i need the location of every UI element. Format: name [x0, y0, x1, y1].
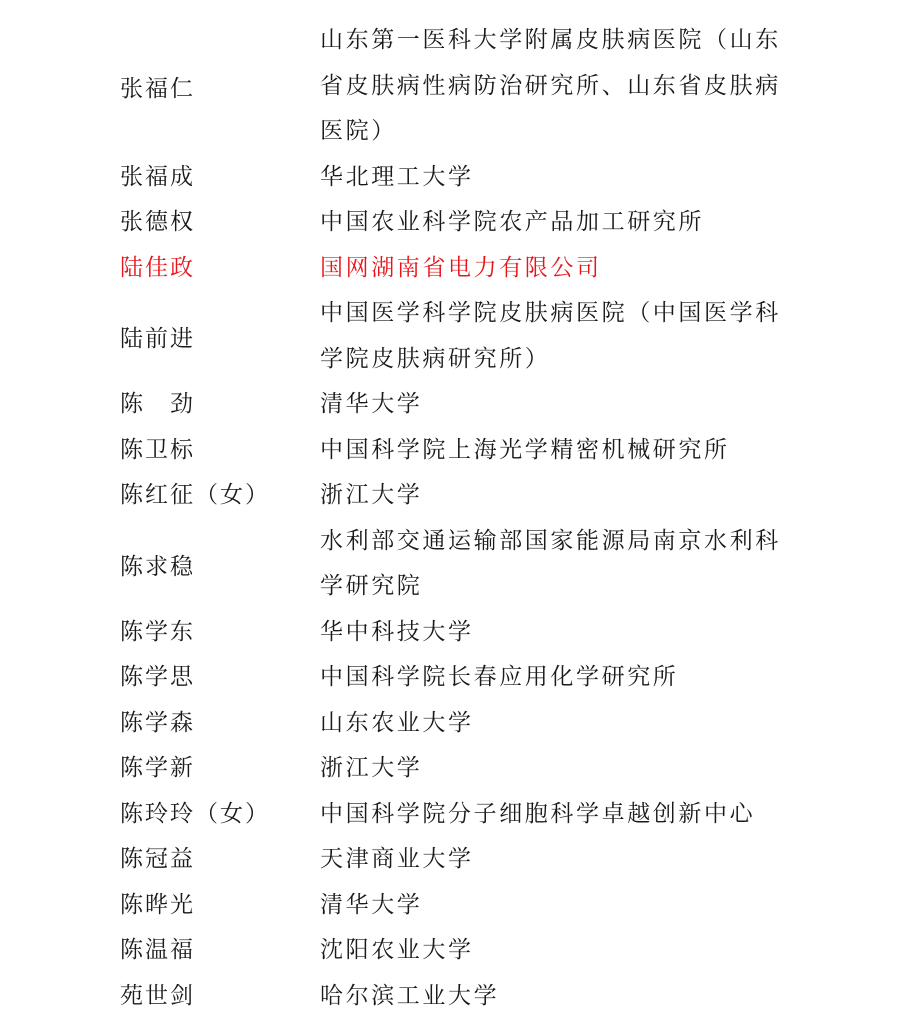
- member-name: 张福仁: [0, 70, 320, 103]
- member-organization: 沈阳农业大学: [320, 928, 800, 974]
- member-name: 陈温福: [0, 928, 320, 974]
- member-name: 陈红征（女）: [0, 473, 320, 519]
- list-item: [0, 473, 900, 519]
- member-name: 苑世剑: [0, 974, 320, 1019]
- list-item: [0, 291, 900, 382]
- list-item: [0, 883, 900, 929]
- member-organization: 中国农业科学院农产品加工研究所: [320, 200, 800, 246]
- member-organization: 中国科学院上海光学精密机械研究所: [320, 428, 800, 474]
- member-organization: 国网湖南省电力有限公司: [320, 246, 800, 292]
- member-organization: 水利部交通运输部国家能源局南京水利科学研究院: [320, 519, 800, 610]
- member-organization: 华中科技大学: [320, 610, 800, 656]
- member-organization: 清华大学: [320, 382, 800, 428]
- member-organization: 天津商业大学: [320, 837, 800, 883]
- list-item: [0, 428, 900, 474]
- list-item: [0, 701, 900, 747]
- member-name: 陆佳政: [0, 246, 320, 292]
- member-organization: 清华大学: [320, 883, 800, 929]
- member-list: [0, 18, 900, 1019]
- member-organization: 哈尔滨工业大学: [320, 974, 800, 1019]
- list-item: [0, 837, 900, 883]
- member-name: 陈学思: [0, 655, 320, 701]
- member-name: 陈玲玲（女）: [0, 792, 320, 838]
- member-name: 张德权: [0, 200, 320, 246]
- member-organization: 中国科学院分子细胞科学卓越创新中心: [320, 792, 800, 838]
- member-organization: 华北理工大学: [320, 155, 800, 201]
- member-name: 陈求稳: [0, 548, 320, 581]
- list-item: [0, 18, 900, 155]
- member-organization: 中国科学院长春应用化学研究所: [320, 655, 800, 701]
- list-item: [0, 200, 900, 246]
- member-name: 张福成: [0, 155, 320, 201]
- member-name: 陈 劲: [0, 382, 320, 428]
- member-organization: 山东第一医科大学附属皮肤病医院（山东省皮肤病性病防治研究所、山东省皮肤病医院）: [320, 18, 800, 155]
- member-name: 陈学森: [0, 701, 320, 747]
- member-organization: 山东农业大学: [320, 701, 800, 747]
- list-item: [0, 792, 900, 838]
- list-item: [0, 746, 900, 792]
- member-name: 陈晔光: [0, 883, 320, 929]
- list-item: [0, 928, 900, 974]
- member-name: 陈学新: [0, 746, 320, 792]
- member-organization: 浙江大学: [320, 746, 800, 792]
- member-name: 陈卫标: [0, 428, 320, 474]
- list-item: [0, 155, 900, 201]
- list-item-highlighted: [0, 246, 900, 292]
- list-item: [0, 382, 900, 428]
- member-name: 陆前进: [0, 320, 320, 353]
- list-item: [0, 519, 900, 610]
- member-name: 陈学东: [0, 610, 320, 656]
- member-organization: 浙江大学: [320, 473, 800, 519]
- list-item: [0, 974, 900, 1019]
- list-item: [0, 610, 900, 656]
- list-item: [0, 655, 900, 701]
- member-name: 陈冠益: [0, 837, 320, 883]
- member-organization: 中国医学科学院皮肤病医院（中国医学科学院皮肤病研究所）: [320, 291, 800, 382]
